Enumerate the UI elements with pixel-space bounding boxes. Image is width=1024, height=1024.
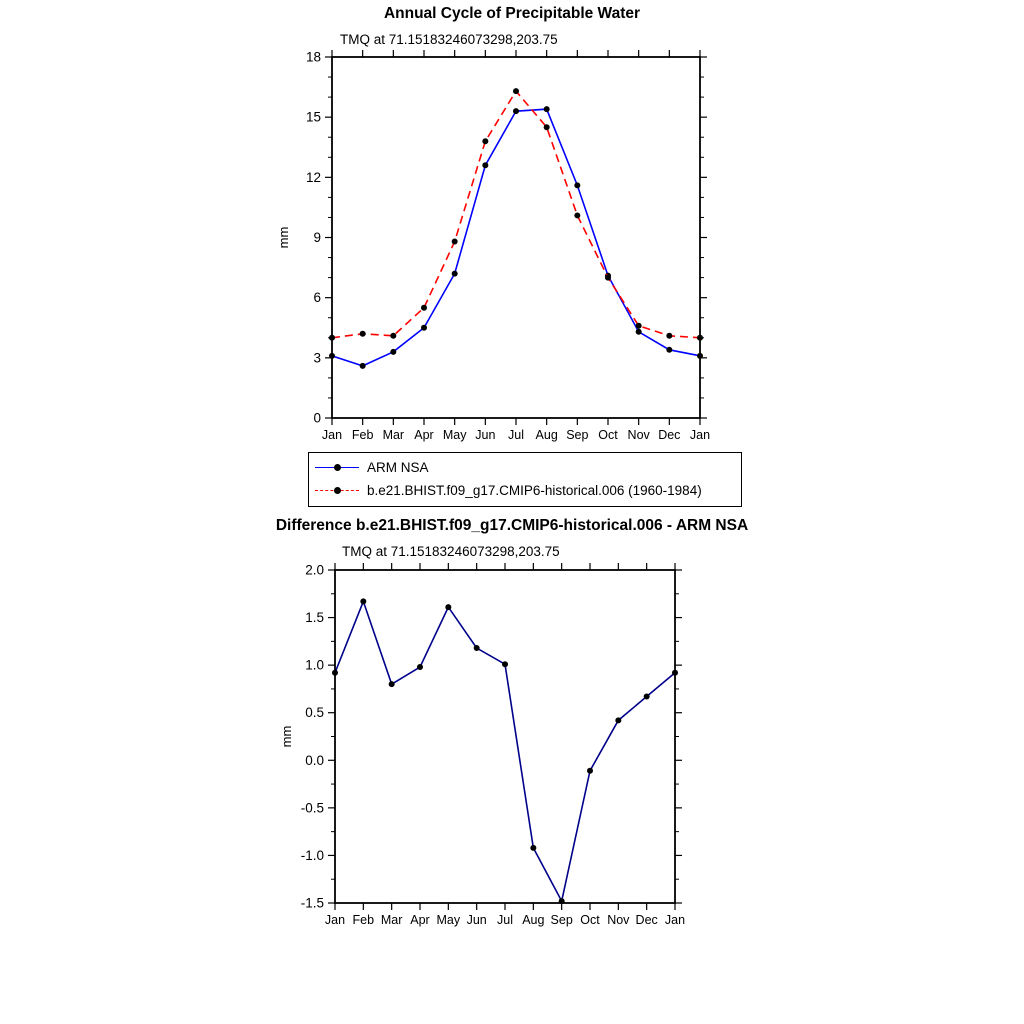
x-tick-label: May xyxy=(436,913,461,927)
data-point-marker xyxy=(605,275,611,281)
x-tick-label: Apr xyxy=(410,913,430,927)
legend-line-sample-solid-blue xyxy=(315,461,359,475)
data-point-marker xyxy=(502,661,508,667)
data-point-marker xyxy=(697,353,703,359)
chart-frame xyxy=(335,570,675,903)
y-tick-label: -1.0 xyxy=(300,847,324,863)
data-point-marker xyxy=(636,323,642,329)
series-line xyxy=(332,91,700,338)
data-point-marker xyxy=(644,694,650,700)
legend-label-arm-nsa: ARM NSA xyxy=(367,460,429,475)
x-tick-label: Jul xyxy=(497,913,513,927)
data-point-marker xyxy=(390,333,396,339)
y-tick-label: 12 xyxy=(305,169,321,185)
data-point-marker xyxy=(697,335,703,341)
y-tick-label: 1.5 xyxy=(305,610,324,626)
legend-marker-dot-icon xyxy=(334,487,341,494)
x-tick-label: Sep xyxy=(566,428,589,442)
data-point-marker xyxy=(329,353,335,359)
y-tick-label: 0.0 xyxy=(305,752,324,768)
x-tick-label: Oct xyxy=(598,428,618,442)
x-tick-label: Sep xyxy=(550,913,573,927)
x-tick-label: Mar xyxy=(380,913,403,927)
data-point-marker xyxy=(445,604,451,610)
x-tick-label: Oct xyxy=(580,913,600,927)
x-tick-label: Jan xyxy=(689,428,711,442)
y-tick-label: 15 xyxy=(305,109,321,125)
data-point-marker xyxy=(530,845,536,851)
x-tick-label: Jun xyxy=(475,428,496,442)
x-tick-label: Feb xyxy=(352,913,375,927)
y-tick-label: 0 xyxy=(313,410,321,426)
data-point-marker xyxy=(544,124,550,130)
x-tick-label: Jan xyxy=(664,913,686,927)
y-tick-label: 9 xyxy=(313,230,321,245)
difference-plot-canvas xyxy=(255,556,725,936)
y-axis-label: mm xyxy=(276,226,291,249)
data-point-marker xyxy=(421,325,427,331)
data-point-marker xyxy=(672,670,678,676)
data-point-marker xyxy=(482,138,488,144)
data-point-marker xyxy=(360,363,366,369)
data-point-marker xyxy=(360,598,366,604)
x-tick-label: Apr xyxy=(414,428,434,442)
x-tick-label: Aug xyxy=(522,913,545,927)
series-line xyxy=(335,601,675,901)
x-tick-label: Aug xyxy=(535,428,558,442)
x-tick-label: Jun xyxy=(466,913,487,927)
y-tick-label: 6 xyxy=(313,290,321,306)
x-tick-label: Jan xyxy=(321,428,343,442)
data-point-marker xyxy=(389,681,395,687)
data-point-marker xyxy=(329,335,335,341)
data-point-marker xyxy=(452,271,458,277)
legend-item-arm-nsa xyxy=(309,456,741,479)
data-point-marker xyxy=(474,645,480,651)
x-tick-label: Jul xyxy=(508,428,524,442)
y-tick-label: -0.5 xyxy=(300,800,324,816)
data-point-marker xyxy=(666,347,672,353)
y-tick-label: 3 xyxy=(313,350,321,366)
data-point-marker xyxy=(574,182,580,188)
y-axis-label: mm xyxy=(279,725,294,748)
x-tick-label: Dec xyxy=(658,428,681,442)
data-point-marker xyxy=(636,329,642,335)
legend xyxy=(308,452,742,507)
legend-item-model xyxy=(309,479,741,502)
x-tick-label: Nov xyxy=(607,913,630,927)
chart-title: Annual Cycle of Precipitable Water xyxy=(383,5,641,22)
data-point-marker xyxy=(417,664,423,670)
x-tick-label: May xyxy=(442,428,467,442)
annual-cycle-plot-canvas xyxy=(250,45,750,455)
y-tick-label: -1.5 xyxy=(300,895,324,911)
chart-title: Difference b.e21.BHIST.f09_g17.CMIP6-historical.006 - ARM NSA xyxy=(275,517,749,534)
x-tick-label: Jan xyxy=(324,913,346,927)
chart-subtitle: TMQ at 71.15183246073298,203.75 xyxy=(340,32,558,47)
data-point-marker xyxy=(452,239,458,245)
data-point-marker xyxy=(513,88,519,94)
y-tick-label: 18 xyxy=(305,49,321,65)
data-point-marker xyxy=(666,333,672,339)
data-point-marker xyxy=(360,331,366,337)
data-point-marker xyxy=(513,108,519,114)
data-point-marker xyxy=(574,212,580,218)
data-point-marker xyxy=(559,898,565,904)
x-tick-label: Mar xyxy=(382,428,405,442)
y-tick-label: 2.0 xyxy=(305,562,324,578)
x-tick-label: Nov xyxy=(627,428,650,442)
legend-marker-dot-icon xyxy=(334,464,341,471)
x-tick-label: Feb xyxy=(351,428,374,442)
data-point-marker xyxy=(482,162,488,168)
data-point-marker xyxy=(421,305,427,311)
legend-label-model: b.e21.BHIST.f09_g17.CMIP6-historical.006 (1960-1984) xyxy=(367,483,702,498)
y-tick-label: 0.5 xyxy=(305,705,324,721)
data-point-marker xyxy=(615,717,621,723)
data-point-marker xyxy=(587,768,593,774)
data-point-marker xyxy=(390,349,396,355)
data-point-marker xyxy=(332,670,338,676)
y-tick-label: 1.0 xyxy=(305,657,324,673)
data-point-marker xyxy=(544,106,550,112)
chart-subtitle: TMQ at 71.15183246073298,203.75 xyxy=(342,544,560,559)
legend-line-sample-dashed-red xyxy=(315,484,359,498)
x-tick-label: Dec xyxy=(635,913,658,927)
